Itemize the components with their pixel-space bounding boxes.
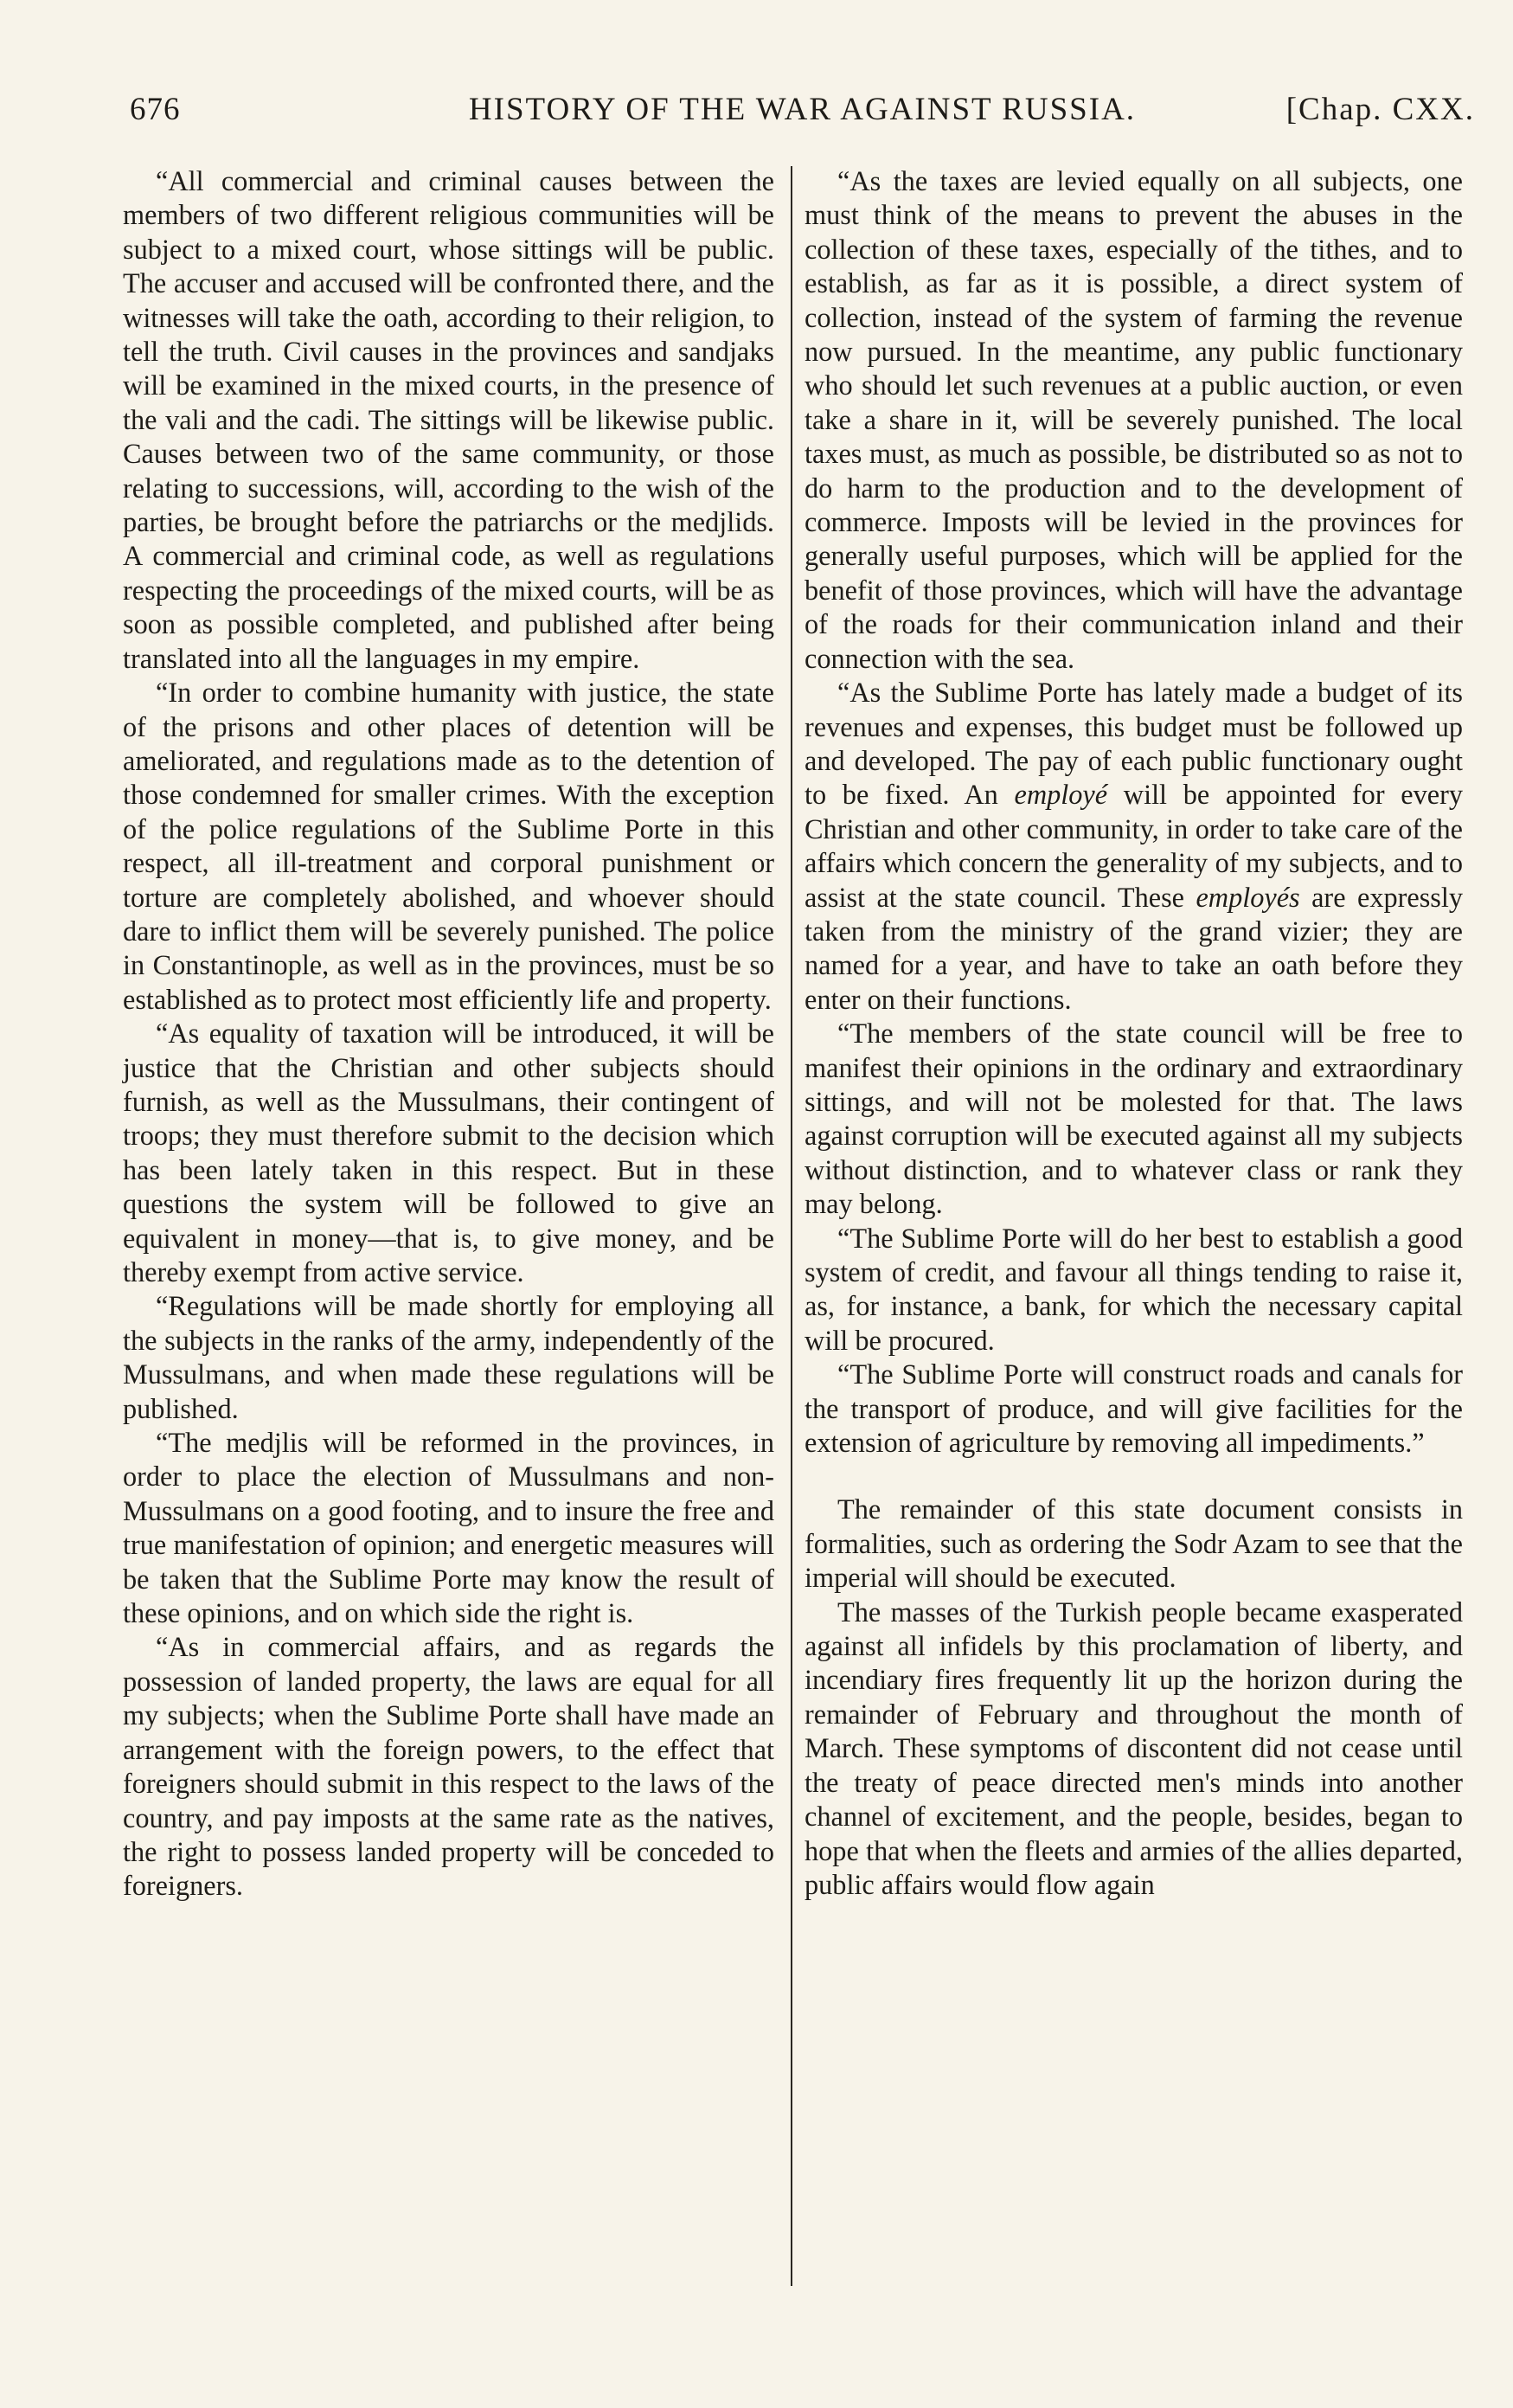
budget-text-c: are expressly taken from the ministry of the grand vizier; they are named for a year, and have to take an oath before they enter on their functions. [805, 881, 1463, 1015]
paragraph-tithes: “As the taxes are levied equally on all subjects, one must think of the means to prevent the abuses in the collection of these taxes, especially of the tithes, and to establish, as far as it is possible, a direct system of collection, instead of the system of farming the revenue now pursued. In the meantime, any public functionary who should let such revenues at a public auction, or even take a share in it, will be severely punished. The local taxes must, as much as possible, be distributed so as not to do harm to the production and to the development of commerce. Imposts will be levied in the provinces for generally useful purposes, which will be applied for the benefit of those provinces, which will have the advantage of the roads for their communication inland and their connection with the sea. [805, 165, 1463, 674]
running-title: HISTORY OF THE WAR AGAINST RUSSIA. [468, 92, 1137, 127]
budget-text-a: “As the Sublime Porte has lately made a budget of its revenues and expenses, this budget must be followed up and developed. The pay of each public functionary ought to be fixed. An [805, 677, 1463, 811]
chapter-label: [Chap. CXX. [1285, 92, 1475, 127]
left-column [123, 164, 774, 1904]
paragraph-taxation-troops: “As equality of taxation will be introduced, it will be justice that the Christian and other subjects should furnish, as well as the Mussulmans, their contingent of troops; they must therefore submit to the decision which has been lately taken in this respect. But in these questions the system will be followed to give an equivalent in money—that is, to give money, and be thereby exempt from active service. [123, 1018, 774, 1287]
page-number: 676 [130, 92, 181, 127]
employe-term: employé [1014, 779, 1108, 811]
paragraph-budget [805, 676, 1463, 1017]
paragraph-medjlis: “The medjlis will be reformed in the provinces, in order to place the election of Mussulmans and non-Mussulmans on a good footing, and to insure the free and true manifestation of opinion; and energetic measures will be taken that the Sublime Porte may know the result of these opinions, and on which side the right is. [123, 1427, 774, 1629]
employes-term: employés [1196, 881, 1300, 913]
budget-text-b: will be appointed for every Christian and other community, in order to take care of the affairs which concern the generality of my subjects, and to assist at the state council. These [805, 779, 1463, 913]
paragraph-roads: “The Sublime Porte will construct roads and canals for the transport of produce, and will give facilities for the extension of agriculture by removing all impediments.” [805, 1358, 1463, 1459]
right-column [805, 164, 1463, 1902]
paragraph-remainder: The remainder of this state document consists in formalities, such as ordering the Sodr Azam to see that the imperial will should be executed. [805, 1493, 1463, 1594]
paragraph-credit: “The Sublime Porte will do her best to establish a good system of credit, and favour all things tending to raise it, as, for instance, a bank, for which the necessary capital will be procured. [805, 1222, 1463, 1356]
paragraph-mixed-courts: “All commercial and criminal causes between the members of two different religious communities will be subject to a mixed court, whose sittings will be public. The accuser and accused will be confronted there, and the witnesses will take the oath, according to their religion, to tell the truth. Civil causes in the provinces and sandjaks will be examined in the mixed courts, in the presence of the vali and the cadi. The sittings will be likewise public. Causes between two of the same community, or those relating to successions, will, according to the wish of the parties, be brought before the patriarchs or the medjlids. A commercial and criminal code, as well as regulations respecting the proceedings of the mixed courts, will be as soon as possible completed, and published after being translated into all the languages in my empire. [123, 165, 774, 674]
paragraph-prisons: “In order to combine humanity with justice, the state of the prisons and other places of detention will be ameliorated, and regulations made as to the detention of those condemned for smaller crimes. With the exception of the police regulations of the Sublime Porte in this respect, all ill-treatment and corporal punishment or torture are completely abolished, and whoever should dare to inflict them will be severely punished. The police in Constantinople, as well as in the provinces, must be so established as to protect most efficiently life and property. [123, 677, 774, 1015]
paragraph-landed-property: “As in commercial affairs, and as regards the possession of landed property, the laws are equal for all my subjects; when the Sublime Porte shall have made an arrangement with the foreign powers, to the effect that foreigners should submit in this respect to the laws of the country, and pay imposts at the same rate as the natives, the right to possess landed property will be conceded to foreigners. [123, 1631, 774, 1902]
paragraph-turkish-people: The masses of the Turkish people became exasperated against all infidels by this proclamation of liberty, and incendiary fires frequently lit up the horizon during the remainder of February and throughout the month of March. These symptoms of discontent did not cease until the treaty of peace directed men's minds into another channel of excitement, and the people, besides, began to hope that when the fleets and armies of the allies departed, public affairs would flow again [805, 1596, 1463, 1900]
column-divider [791, 166, 792, 2286]
paragraph-state-council: “The members of the state council will be free to manifest their opinions in the ordinary and extraordinary sittings, and will not be molested for that. The laws against corruption will be executed against all my subjects without distinction, and to whatever class or rank they may belong. [805, 1018, 1463, 1220]
running-header [130, 91, 1475, 143]
paragraph-army-regulations: “Regulations will be made shortly for employing all the subjects in the ranks of the army, independently of the Mussulmans, and when made these regulations will be published. [123, 1290, 774, 1424]
